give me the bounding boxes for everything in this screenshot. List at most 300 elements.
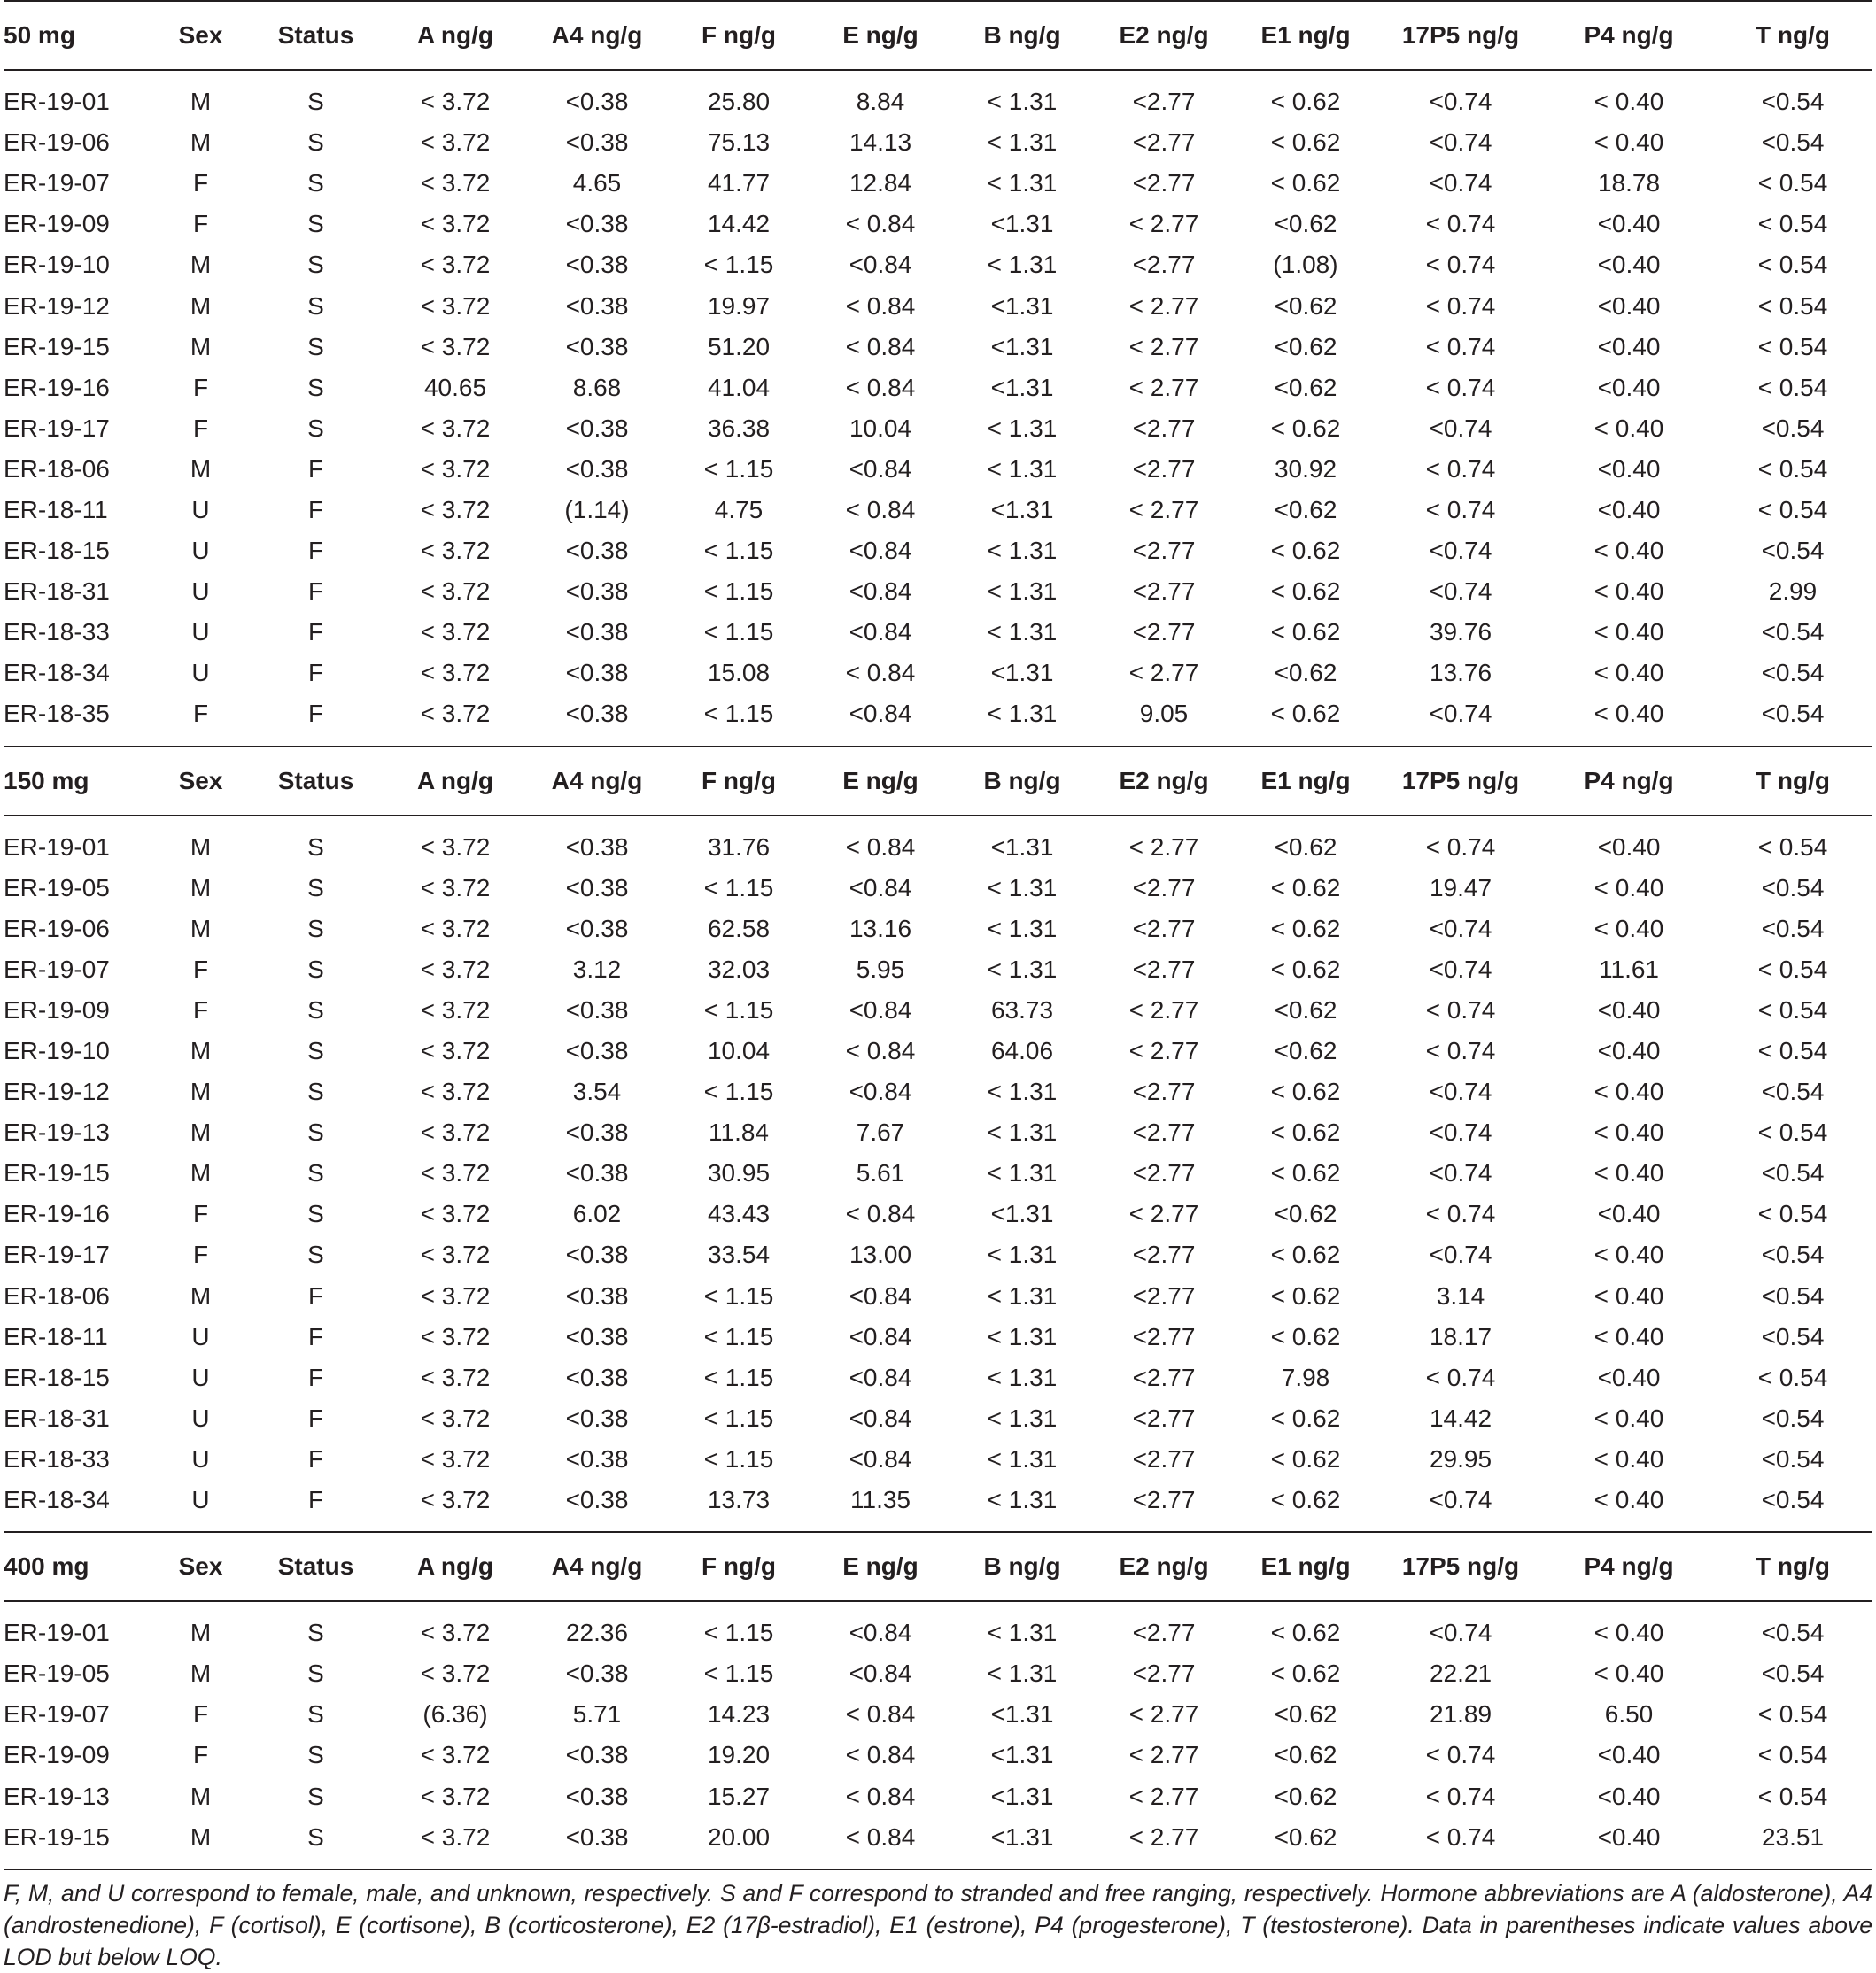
- table-cell: <0.54: [1761, 1281, 1825, 1310]
- table-cell: < 3.72: [420, 88, 491, 116]
- table-cell: 18.78: [1597, 169, 1661, 197]
- table-row: [4, 1398, 1872, 1439]
- table-cell: 21.89: [1429, 1700, 1492, 1729]
- sample-id-cell: ER-19-01: [4, 832, 110, 861]
- table-cell: < 1.31: [987, 1281, 1058, 1310]
- table-cell: < 0.62: [1270, 1619, 1341, 1647]
- table-cell: < 3.72: [420, 1444, 491, 1473]
- table-cell: 39.76: [1429, 618, 1492, 646]
- table-cell: S: [307, 373, 324, 401]
- table-cell: < 0.62: [1270, 1241, 1341, 1269]
- table-cell: < 0.40: [1593, 1078, 1664, 1106]
- table-cell: < 0.84: [845, 1200, 916, 1228]
- table-row: [4, 1439, 1872, 1480]
- table-cell: <0.74: [1429, 577, 1492, 606]
- table-cell: <0.38: [565, 332, 629, 360]
- table-cell: <0.74: [1429, 414, 1492, 442]
- table-cell: < 1.31: [987, 873, 1058, 901]
- column-header: A4 ng/g: [526, 1532, 668, 1601]
- table-cell: <1.31: [990, 1822, 1054, 1851]
- table-cell: M: [190, 332, 212, 360]
- row-spacer: [4, 70, 1872, 81]
- table-cell: < 3.72: [420, 914, 491, 942]
- sample-id-cell: ER-18-15: [4, 1363, 110, 1391]
- table-cell: <2.77: [1132, 1159, 1196, 1188]
- table-cell: U: [191, 1322, 210, 1350]
- table-cell: <0.62: [1274, 832, 1337, 861]
- column-header: T ng/g: [1713, 747, 1872, 816]
- sample-id-cell: ER-19-15: [4, 1822, 110, 1851]
- table-cell: S: [307, 995, 324, 1024]
- table-row: [4, 81, 1872, 122]
- table-cell: < 2.77: [1128, 1700, 1199, 1729]
- column-header: E1 ng/g: [1235, 1, 1376, 70]
- table-cell: < 2.77: [1128, 1200, 1199, 1228]
- table-row: [4, 909, 1872, 949]
- table-cell: <0.84: [849, 1363, 912, 1391]
- table-cell: M: [190, 832, 212, 861]
- table-cell: < 0.54: [1757, 251, 1828, 279]
- table-cell: < 2.77: [1128, 1741, 1199, 1769]
- table-cell: 8.84: [856, 88, 905, 116]
- table-cell: <0.74: [1429, 955, 1492, 983]
- table-cell: 10.04: [849, 414, 912, 442]
- sample-id-cell: ER-18-11: [4, 1322, 108, 1350]
- table-cell: <0.38: [565, 873, 629, 901]
- table-cell: <2.77: [1132, 914, 1196, 942]
- table-cell: S: [307, 1782, 324, 1810]
- table-cell: 15.27: [707, 1782, 771, 1810]
- table-cell: <2.77: [1132, 251, 1196, 279]
- table-cell: <0.74: [1429, 169, 1492, 197]
- table-cell: < 0.40: [1593, 1322, 1664, 1350]
- table-cell: < 1.15: [703, 1444, 774, 1473]
- table-cell: < 1.31: [987, 1660, 1058, 1688]
- table-cell: < 1.15: [703, 251, 774, 279]
- table-cell: < 1.31: [987, 1078, 1058, 1106]
- table-cell: <0.38: [565, 291, 629, 320]
- table-cell: F: [307, 577, 324, 606]
- table-cell: < 1.31: [987, 1619, 1058, 1647]
- table-cell: 3.14: [1436, 1281, 1485, 1310]
- table-cell: <0.84: [849, 995, 912, 1024]
- table-row: [4, 571, 1872, 612]
- table-cell: < 0.54: [1757, 332, 1828, 360]
- table-cell: <0.38: [565, 210, 629, 238]
- sample-id-cell: ER-19-05: [4, 873, 110, 901]
- table-cell: U: [191, 1444, 210, 1473]
- row-spacer: [4, 816, 1872, 827]
- table-cell: U: [191, 577, 210, 606]
- table-cell: 31.76: [707, 832, 771, 861]
- table-cell: < 0.54: [1757, 454, 1828, 483]
- sample-id-cell: ER-19-16: [4, 1200, 110, 1228]
- table-cell: < 1.31: [987, 577, 1058, 606]
- column-header: F ng/g: [668, 747, 810, 816]
- table-cell: <2.77: [1132, 414, 1196, 442]
- table-cell: <2.77: [1132, 1118, 1196, 1147]
- table-cell: M: [190, 291, 212, 320]
- table-cell: S: [307, 832, 324, 861]
- table-cell: <1.31: [990, 373, 1054, 401]
- table-cell: (1.14): [564, 495, 630, 523]
- sample-id-cell: ER-18-31: [4, 1404, 110, 1432]
- column-header: B ng/g: [951, 1532, 1093, 1601]
- table-cell: <0.40: [1597, 1200, 1661, 1228]
- table-cell: <0.38: [565, 1363, 629, 1391]
- table-cell: 75.13: [707, 128, 771, 157]
- table-cell: < 3.72: [420, 332, 491, 360]
- table-cell: <0.38: [565, 832, 629, 861]
- table-cell: 5.71: [572, 1700, 622, 1729]
- table-cell: 19.47: [1429, 873, 1492, 901]
- table-cell: <1.31: [990, 332, 1054, 360]
- table-cell: < 2.77: [1128, 1037, 1199, 1065]
- sample-id-cell: ER-19-17: [4, 414, 110, 442]
- hormone-table: [4, 0, 1872, 1869]
- table-cell: 33.54: [707, 1241, 771, 1269]
- table-cell: <2.77: [1132, 128, 1196, 157]
- table-cell: < 0.74: [1425, 832, 1496, 861]
- table-cell: < 0.74: [1425, 1741, 1496, 1769]
- table-cell: < 0.62: [1270, 700, 1341, 728]
- table-cell: < 0.62: [1270, 169, 1341, 197]
- table-cell: < 1.15: [703, 618, 774, 646]
- sample-id-cell: ER-19-09: [4, 1741, 110, 1769]
- table-cell: < 0.62: [1270, 1404, 1341, 1432]
- table-cell: 11.84: [709, 1118, 769, 1147]
- sample-id-cell: ER-18-34: [4, 1486, 110, 1514]
- table-cell: U: [191, 1404, 210, 1432]
- table-row: [4, 612, 1872, 653]
- table-cell: <2.77: [1132, 1241, 1196, 1269]
- table-row: [4, 990, 1872, 1031]
- table-cell: <1.31: [990, 210, 1054, 238]
- table-cell: < 0.62: [1270, 1486, 1341, 1514]
- section-header-row: [4, 1, 1872, 70]
- sample-id-cell: ER-18-33: [4, 618, 110, 646]
- table-cell: F: [307, 495, 324, 523]
- table-cell: < 3.72: [420, 1741, 491, 1769]
- table-cell: < 0.54: [1757, 1200, 1828, 1228]
- table-cell: 6.02: [572, 1200, 622, 1228]
- table-row: [4, 1735, 1872, 1776]
- table-cell: U: [191, 1363, 210, 1391]
- table-cell: <0.40: [1597, 332, 1661, 360]
- table-cell: < 0.84: [845, 332, 916, 360]
- table-cell: <1.31: [990, 1741, 1054, 1769]
- table-cell: <0.38: [565, 1404, 629, 1432]
- column-header: A ng/g: [384, 1532, 526, 1601]
- table-cell: 5.95: [856, 955, 905, 983]
- table-cell: <0.38: [565, 577, 629, 606]
- table-cell: <0.62: [1274, 1700, 1337, 1729]
- table-cell: < 0.84: [845, 1700, 916, 1729]
- table-cell: < 0.62: [1270, 1322, 1341, 1350]
- table-cell: < 0.54: [1757, 1700, 1828, 1729]
- table-cell: < 3.72: [420, 1404, 491, 1432]
- table-cell: < 0.40: [1593, 1486, 1664, 1514]
- table-cell: <0.54: [1761, 1404, 1825, 1432]
- table-cell: M: [190, 1619, 212, 1647]
- table-cell: <2.77: [1132, 577, 1196, 606]
- table-cell: S: [307, 291, 324, 320]
- table-row: [4, 1817, 1872, 1858]
- table-cell: <0.62: [1274, 1037, 1337, 1065]
- table-cell: <0.74: [1429, 914, 1492, 942]
- table-cell: <0.40: [1597, 454, 1661, 483]
- table-cell: <2.77: [1132, 1660, 1196, 1688]
- table-cell: 12.84: [849, 169, 912, 197]
- sample-id-cell: ER-19-09: [4, 995, 110, 1024]
- table-cell: 3.12: [572, 955, 622, 983]
- table-cell: 23.51: [1761, 1822, 1825, 1851]
- table-cell: <0.40: [1597, 995, 1661, 1024]
- sample-id-cell: ER-19-13: [4, 1118, 110, 1147]
- table-cell: < 0.54: [1757, 832, 1828, 861]
- table-cell: < 1.31: [987, 1118, 1058, 1147]
- table-cell: S: [307, 1822, 324, 1851]
- table-cell: <0.62: [1274, 995, 1337, 1024]
- table-cell: < 3.72: [420, 1241, 491, 1269]
- column-header: E2 ng/g: [1093, 747, 1235, 816]
- table-cell: < 0.54: [1757, 995, 1828, 1024]
- table-cell: <1.31: [990, 1700, 1054, 1729]
- table-cell: < 0.74: [1425, 332, 1496, 360]
- table-cell: <0.84: [849, 537, 912, 565]
- sample-id-cell: ER-18-15: [4, 537, 110, 565]
- table-row: [4, 1776, 1872, 1816]
- table-cell: < 0.54: [1757, 1118, 1828, 1147]
- column-header: B ng/g: [951, 747, 1093, 816]
- table-cell: 6.50: [1604, 1700, 1654, 1729]
- table-cell: <0.84: [849, 1444, 912, 1473]
- table-cell: <2.77: [1132, 1078, 1196, 1106]
- table-cell: 15.08: [707, 659, 771, 687]
- table-cell: < 3.72: [420, 577, 491, 606]
- table-cell: 20.00: [707, 1822, 771, 1851]
- table-cell: 22.21: [1429, 1660, 1492, 1688]
- table-row: [4, 1194, 1872, 1234]
- table-cell: < 0.40: [1593, 128, 1664, 157]
- table-cell: < 0.84: [845, 832, 916, 861]
- table-cell: F: [307, 1404, 324, 1432]
- table-cell: <0.40: [1597, 1363, 1661, 1391]
- table-cell: F: [307, 700, 324, 728]
- table-row: [4, 204, 1872, 244]
- table-row: [4, 163, 1872, 204]
- table-cell: 3.54: [572, 1078, 622, 1106]
- table-row: [4, 693, 1872, 734]
- table-cell: S: [307, 1159, 324, 1188]
- sample-id-cell: ER-18-06: [4, 1281, 110, 1310]
- table-cell: S: [307, 414, 324, 442]
- table-cell: < 3.72: [420, 1322, 491, 1350]
- table-cell: <2.77: [1132, 955, 1196, 983]
- table-cell: < 1.15: [703, 1660, 774, 1688]
- table-cell: < 0.40: [1593, 577, 1664, 606]
- table-cell: <0.62: [1274, 210, 1337, 238]
- table-cell: < 0.54: [1757, 1363, 1828, 1391]
- table-cell: < 0.74: [1425, 454, 1496, 483]
- table-cell: <0.40: [1597, 495, 1661, 523]
- table-row: [4, 1653, 1872, 1694]
- table-cell: 36.38: [707, 414, 771, 442]
- table-cell: < 1.31: [987, 88, 1058, 116]
- column-header: F ng/g: [668, 1, 810, 70]
- table-cell: <0.38: [565, 1782, 629, 1810]
- table-cell: <0.38: [565, 700, 629, 728]
- table-cell: M: [190, 1281, 212, 1310]
- table-cell: < 3.72: [420, 128, 491, 157]
- table-cell: <0.40: [1597, 373, 1661, 401]
- table-cell: S: [307, 873, 324, 901]
- table-cell: 41.77: [707, 169, 771, 197]
- table-cell: F: [307, 1281, 324, 1310]
- table-cell: < 0.84: [845, 1782, 916, 1810]
- table-cell: F: [192, 700, 209, 728]
- table-cell: < 1.15: [703, 1322, 774, 1350]
- table-cell: <0.74: [1429, 1486, 1492, 1514]
- table-cell: <2.77: [1132, 1404, 1196, 1432]
- sample-id-cell: ER-19-09: [4, 210, 110, 238]
- table-cell: < 0.62: [1270, 873, 1341, 901]
- table-cell: (6.36): [422, 1700, 488, 1729]
- row-spacer: [4, 1520, 1872, 1532]
- table-cell: F: [192, 1200, 209, 1228]
- column-header: E2 ng/g: [1093, 1, 1235, 70]
- table-cell: < 3.72: [420, 873, 491, 901]
- table-cell: < 1.31: [987, 128, 1058, 157]
- table-cell: <0.84: [849, 1281, 912, 1310]
- column-header: T ng/g: [1713, 1532, 1872, 1601]
- table-cell: < 0.74: [1425, 995, 1496, 1024]
- table-cell: <2.77: [1132, 1281, 1196, 1310]
- table-cell: < 1.15: [703, 873, 774, 901]
- column-header: P4 ng/g: [1545, 1, 1713, 70]
- table-cell: <0.74: [1429, 700, 1492, 728]
- table-cell: < 3.72: [420, 251, 491, 279]
- table-cell: < 0.62: [1270, 128, 1341, 157]
- table-row: [4, 1480, 1872, 1520]
- table-cell: <0.84: [849, 1078, 912, 1106]
- table-cell: <0.84: [849, 1660, 912, 1688]
- table-row: [4, 1112, 1872, 1153]
- table-cell: <0.74: [1429, 537, 1492, 565]
- table-cell: M: [190, 1660, 212, 1688]
- table-cell: S: [307, 88, 324, 116]
- sample-id-cell: ER-19-16: [4, 373, 110, 401]
- table-cell: 29.95: [1429, 1444, 1492, 1473]
- table-cell: < 0.62: [1270, 1159, 1341, 1188]
- table-cell: <0.54: [1761, 1486, 1825, 1514]
- table-cell: <0.54: [1761, 1322, 1825, 1350]
- table-cell: < 3.72: [420, 1619, 491, 1647]
- table-row: [4, 1694, 1872, 1735]
- table-bottom-rule: [4, 1869, 1872, 1870]
- table-cell: < 0.74: [1425, 1822, 1496, 1851]
- table-cell: M: [190, 1037, 212, 1065]
- table-cell: <0.74: [1429, 1078, 1492, 1106]
- column-header: A ng/g: [384, 1, 526, 70]
- table-cell: <0.62: [1274, 1822, 1337, 1851]
- table-cell: <0.40: [1597, 210, 1661, 238]
- sample-id-cell: ER-19-13: [4, 1782, 110, 1810]
- table-cell: < 0.74: [1425, 373, 1496, 401]
- table-cell: <0.54: [1761, 700, 1825, 728]
- sample-id-cell: ER-19-07: [4, 1700, 110, 1729]
- table-cell: M: [190, 1822, 212, 1851]
- table-cell: < 1.15: [703, 1619, 774, 1647]
- table-cell: S: [307, 1078, 324, 1106]
- table-cell: < 0.54: [1757, 169, 1828, 197]
- table-cell: < 0.74: [1425, 1782, 1496, 1810]
- table-cell: 2.99: [1768, 577, 1818, 606]
- column-header: E ng/g: [810, 1532, 951, 1601]
- table-cell: 13.76: [1429, 659, 1492, 687]
- table-cell: F: [192, 1700, 209, 1729]
- table-cell: <0.62: [1274, 1200, 1337, 1228]
- table-cell: S: [307, 1118, 324, 1147]
- table-cell: S: [307, 1037, 324, 1065]
- table-cell: <0.54: [1761, 1241, 1825, 1269]
- table-cell: 10.04: [707, 1037, 771, 1065]
- table-cell: < 1.31: [987, 700, 1058, 728]
- table-cell: U: [191, 659, 210, 687]
- table-cell: <0.38: [565, 1118, 629, 1147]
- table-cell: <0.38: [565, 1037, 629, 1065]
- table-cell: <0.54: [1761, 414, 1825, 442]
- column-header: B ng/g: [951, 1, 1093, 70]
- table-cell: M: [190, 1782, 212, 1810]
- table-cell: 13.73: [707, 1486, 771, 1514]
- table-cell: <0.74: [1429, 88, 1492, 116]
- table-cell: <0.74: [1429, 1118, 1492, 1147]
- table-cell: <2.77: [1132, 1363, 1196, 1391]
- table-cell: <2.77: [1132, 88, 1196, 116]
- table-cell: 22.36: [565, 1619, 629, 1647]
- table-row: [4, 1153, 1872, 1194]
- table-cell: S: [307, 1741, 324, 1769]
- table-cell: S: [307, 1619, 324, 1647]
- table-cell: <0.54: [1761, 1619, 1825, 1647]
- table-cell: M: [190, 454, 212, 483]
- sample-id-cell: ER-19-10: [4, 251, 110, 279]
- table-cell: < 0.62: [1270, 1078, 1341, 1106]
- table-cell: < 3.72: [420, 414, 491, 442]
- table-cell: 14.42: [707, 210, 771, 238]
- table-cell: < 3.72: [420, 1363, 491, 1391]
- table-cell: < 0.62: [1270, 1660, 1341, 1688]
- table-cell: <2.77: [1132, 537, 1196, 565]
- table-cell: < 1.15: [703, 995, 774, 1024]
- table-cell: S: [307, 1241, 324, 1269]
- column-header: A4 ng/g: [526, 747, 668, 816]
- sample-id-cell: ER-19-01: [4, 1619, 110, 1647]
- table-cell: 19.20: [707, 1741, 771, 1769]
- table-cell: < 2.77: [1128, 210, 1199, 238]
- table-cell: < 0.40: [1593, 1159, 1664, 1188]
- table-cell: <0.38: [565, 414, 629, 442]
- table-cell: < 1.31: [987, 1363, 1058, 1391]
- table-cell: < 1.31: [987, 955, 1058, 983]
- table-cell: 11.35: [850, 1486, 911, 1514]
- table-cell: < 0.62: [1270, 577, 1341, 606]
- table-cell: < 3.72: [420, 1660, 491, 1688]
- table-cell: 13.16: [849, 914, 912, 942]
- table-cell: F: [192, 955, 209, 983]
- table-cell: <0.38: [565, 128, 629, 157]
